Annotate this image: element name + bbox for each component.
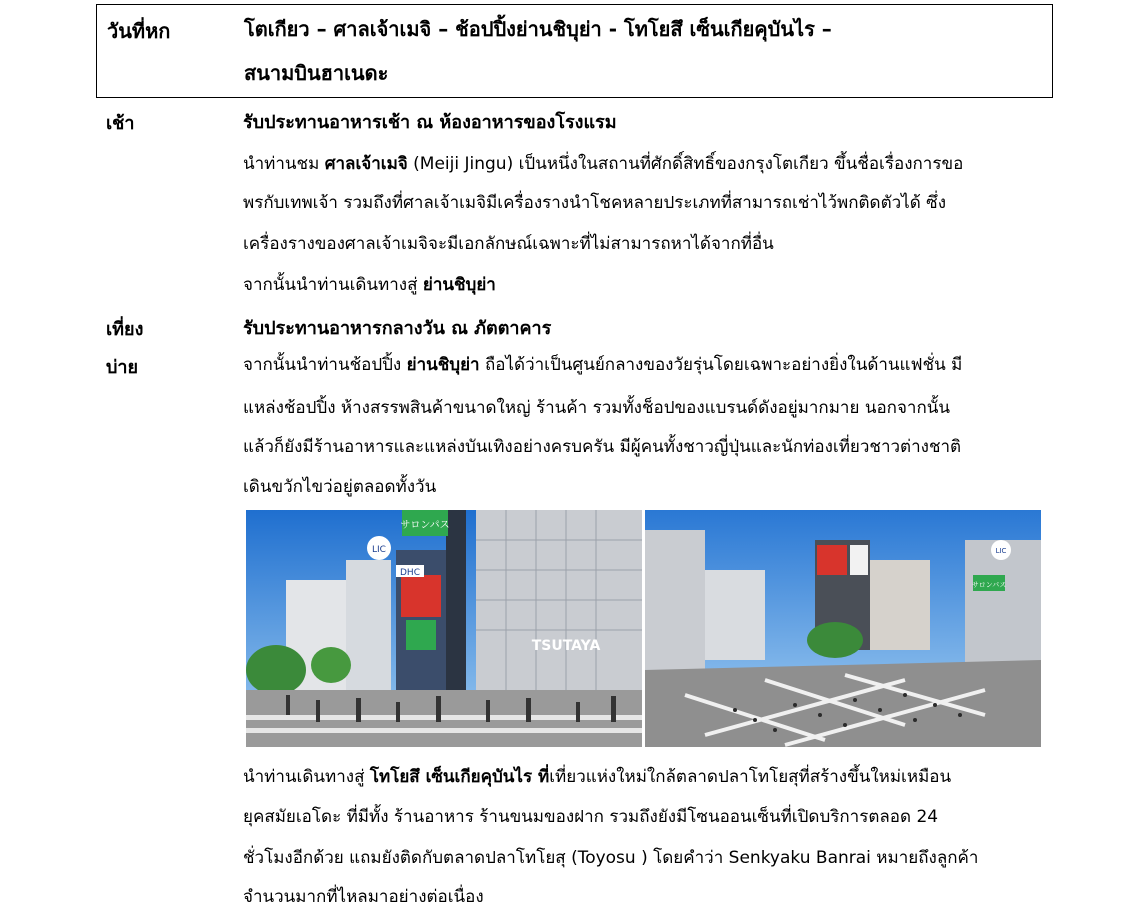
shibuya-street-photo [246,510,642,747]
building [870,560,930,650]
noon-label: เที่ยง [106,319,144,340]
morning-text-line: เครื่องรางของศาลเจ้าเมจิจะมีเอกลักษณ์เฉพาะที่ไม่สามารถหาได้จากที่อื่น [243,234,774,254]
shibuya-street-illustration [246,510,642,747]
tree [246,645,306,695]
place-name-toyosu: โทโยสึ เซ็นเกียคุบันไร ที่ [369,767,550,787]
afternoon-label: บ่าย [106,357,139,378]
afternoon-text-line: แล้วก็ยังมีร้านอาหารและแหล่งบันเทิงอย่างครบครัน มีผู้คนทั้งชาวญี่ปุ่นและนักท่องเที่ยวชาวต่างชาติ [243,437,962,457]
tree [807,622,863,658]
place-name-shibuya: ย่านชิบุย่า [422,275,496,295]
noon-heading: รับประทานอาหารกลางวัน ณ ภัตตาคาร [243,318,552,339]
day-title [244,7,1034,95]
sign-tsutaya-text: TSUTAYA [531,638,601,654]
toyosu-text-line [243,763,951,790]
billboard [401,575,441,617]
tree [311,647,351,683]
shibuya-crossing-illustration [645,510,1041,747]
morning-text-line [243,271,496,298]
sign-lic-text: LIC [995,547,1007,555]
billboard [850,545,868,575]
place-name-meiji: ศาลเจ้าเมจิ [324,154,408,174]
day-label: วันที่หก [107,19,171,43]
afternoon-text-line: แหล่งช้อปปิ้ง ห้างสรรพสินค้าขนาดใหญ่ ร้านค้า รวมทั้งช็อปของแบรนด์ดังอยู่มากมาย นอกจากนั้น [243,398,951,418]
day-header-box [96,4,1053,98]
afternoon-text-line: เดินขวักไขว่อยู่ตลอดทั้งวัน [243,477,437,497]
day-title-line-2: สนามบินฮาเนดะ [244,61,389,85]
text-segment: เที่ยวแห่งใหม่ใกล้ตลาดปลาโทโยสุที่สร้างขึ้นใหม่เหมือน [549,767,952,787]
sign-dhc-text: DHC [400,568,420,578]
billboard [406,620,436,650]
sign-salonpas-text: サロンパス [400,520,450,531]
text-segment: จากนั้นนำท่านช้อปปิ้ง [243,355,407,375]
toyosu-text-line: จำนวนมากที่ไหลมาอย่างต่อเนื่อง [243,887,484,907]
morning-label: เช้า [106,113,135,134]
morning-text-line: พรกับเทพเจ้า รวมถึงที่ศาลเจ้าเมจิมีเครื่องรางนำโชคหลายประเภทที่สามารถเช่าไว้พกติดตัวได้ ซึ่ง [243,193,947,213]
toyosu-text-line: ชั่วโมงอีกด้วย แถมยังติดกับตลาดปลาโทโยสุ (Toyosu ) โดยคำว่า Senkyaku Banrai หมายถึงลูกค้า [243,848,979,868]
text-segment: นำท่านเดินทางสู่ [243,767,370,787]
day-title-line-1: โตเกียว – ศาลเจ้าเมจิ – ช้อปปิ้งย่านชิบุย่า - โทโยสึ เซ็นเกียคุบันไร – [244,17,832,41]
building [645,530,705,670]
billboard [817,545,847,575]
building [705,570,765,660]
text-segment: จากนั้นนำท่านเดินทางสู่ [243,275,423,295]
toyosu-text-line: ยุคสมัยเอโดะ ที่มีทั้ง ร้านอาหาร ร้านขนมของฝาก รวมถึงยังมีโซนออนเซ็นที่เปิดบริการตลอด 24 [243,807,939,827]
morning-text-line [243,150,963,177]
sign-lic-text: LIC [372,545,386,555]
building [446,510,466,690]
building [346,560,391,690]
sign-salonpas-text: サロンパス [971,581,1007,589]
shibuya-crossing-photo [645,510,1041,747]
text-segment: นำท่านชม [243,154,325,174]
morning-heading: รับประทานอาหารเช้า ณ ห้องอาหารของโรงแรม [243,112,617,133]
afternoon-text-line [243,351,962,378]
text-segment: ถือได้ว่าเป็นศูนย์กลางของวัยรุ่นโดยเฉพาะอย่างยิ่งในด้านแฟชั่น มี [479,355,963,375]
text-segment: (Meiji Jingu) เป็นหนึ่งในสถานที่ศักดิ์สิทธิ์ของกรุงโตเกียว ขึ้นชื่อเรื่องการขอ [407,154,964,174]
place-name-shibuya: ย่านชิบุย่า [406,355,480,375]
